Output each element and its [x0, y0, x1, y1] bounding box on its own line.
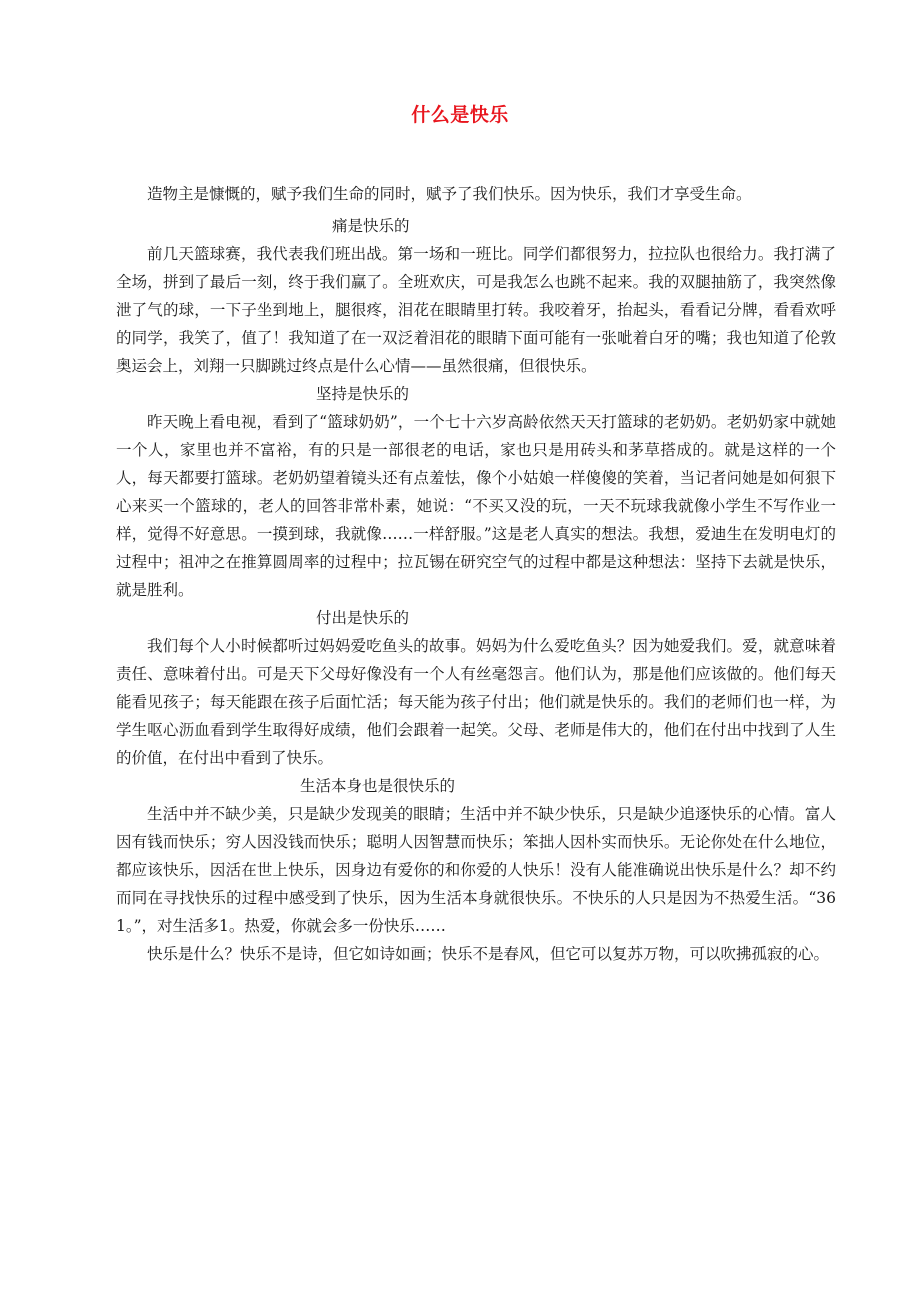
section-text-giving: 我们每个人小时候都听过妈妈爱吃鱼头的故事。妈妈为什么爱吃鱼头？因为她爱我们。爱，就意味着责任、意味着付出。可是天下父母好像没有一个人有丝毫怨言。他们认为，那是他们应该做的。他们每天能看见孩子；每天能跟在孩子后面忙活；每天能为孩子付出；他们就是快乐的。我们的老师们也一样，为学生呕心沥血看到学生取得好成绩，他们会跟着一起笑。父母、老师是伟大的，他们在付出中找到了人生的价值，在付出中看到了快乐。: [116, 637, 836, 767]
section-heading-pain: 痛是快乐的: [332, 217, 410, 235]
section-text-pain: 前几天篮球赛，我代表我们班出战。第一场和一班比。同学们都很努力，拉拉队也很给力。我打满了全场，拼到了最后一刻，终于我们赢了。全班欢庆，可是我怎么也跳不起来。我的双腿抽筋了，我突然像泄了气的球，一下子坐到地上，腿很疼，泪花在眼睛里打转。我咬着牙，抬起头，看看记分牌，看看欢呼的同学，我笑了，值了！我知道了在一双泛着泪花的眼睛下面可能有一张呲着白牙的嘴；我也知道了伦敦奥运会上，刘翔一只脚跳过终点是什么心情——虽然很痛，但很快乐。: [116, 245, 836, 375]
section-heading-persistence: 坚持是快乐的: [316, 385, 410, 403]
section-text-persistence: 昨天晚上看电视，看到了“篮球奶奶”，一个七十六岁高龄依然天天打篮球的老奶奶。老奶奶家中就她一个人，家里也并不富裕，有的只是一部很老的电话，家也只是用砖头和茅草搭成的。就是这样的一个人，每天都要打篮球。老奶奶望着镜头还有点羞怯，像个小姑娘一样傻傻的笑着，当记者问她是如何狠下心来买一个篮球的，老人的回答非常朴素，她说：“不买又没的玩，一天不玩球我就像小学生不写作业一样，觉得不好意思。一摸到球，我就像……一样舒服。”这是老人真实的想法。我想，爱迪生在发明电灯的过程中；祖冲之在推算圆周率的过程中；拉瓦锡在研究空气的过程中都是这种想法：坚持下去就是快乐，就是胜利。: [116, 413, 836, 599]
section-text-life: 生活中并不缺少美，只是缺少发现美的眼睛；生活中并不缺少快乐，只是缺少追逐快乐的心情。富人因有钱而快乐；穷人因没钱而快乐；聪明人因智慧而快乐；笨拙人因朴实而快乐。无论你处在什么地位，都应该快乐，因活在世上快乐，因身边有爱你的和你爱的人快乐！没有人能准确说出快乐是什么？却不约而同在寻找快乐的过程中感受到了快乐，因为生活本身就很快乐。不快乐的人只是因为不热爱生活。“361。”，对生活多1。热爱，你就会多一份快乐……: [116, 805, 836, 935]
section-heading-giving: 付出是快乐的: [316, 609, 410, 627]
intro-paragraph: 造物主是慷慨的，赋予我们生命的同时，赋予了我们快乐。因为快乐，我们才享受生命。: [147, 185, 752, 203]
section-heading-life: 生活本身也是很快乐的: [300, 777, 456, 795]
closing-paragraph: 快乐是什么？快乐不是诗，但它如诗如画；快乐不是春风，但它可以复苏万物，可以吹拂孤寂的心。: [147, 945, 830, 963]
page-title: 什么是快乐: [411, 104, 509, 126]
document-body: [116, 180, 836, 968]
